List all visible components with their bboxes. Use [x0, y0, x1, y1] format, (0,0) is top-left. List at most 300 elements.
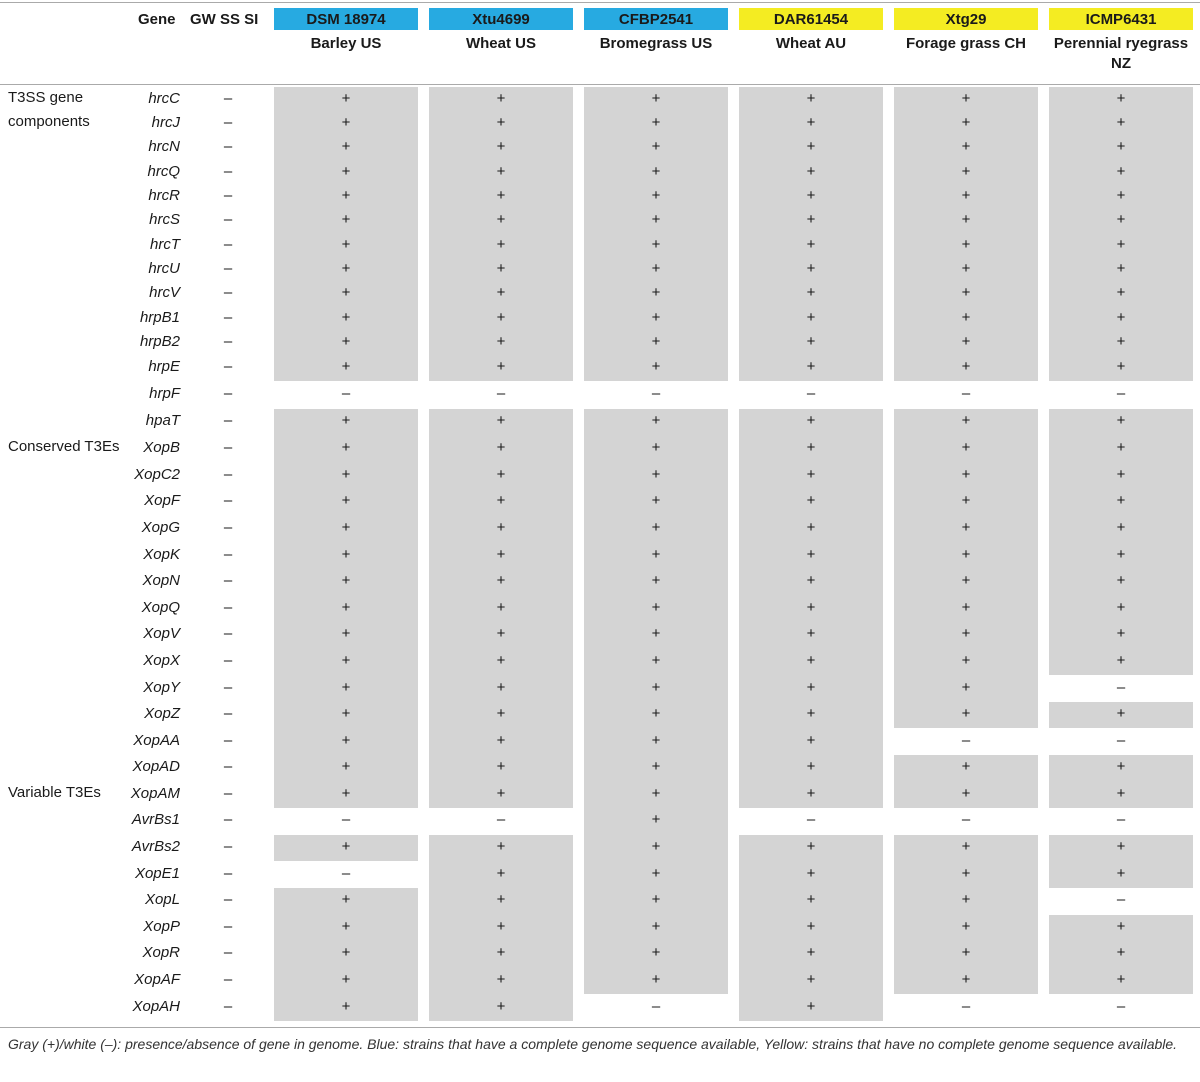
presence-cell: + — [1116, 114, 1126, 131]
gene-name: hrpF — [149, 385, 180, 402]
presence-cell: + — [651, 309, 661, 326]
presence-cell: + — [496, 187, 506, 204]
gwsssi-value: – — [223, 439, 233, 456]
presence-cell: + — [1116, 865, 1126, 882]
presence-cell: + — [651, 838, 661, 855]
presence-cell: + — [1116, 260, 1126, 277]
strain-host: Wheat US — [465, 35, 536, 52]
gwsssi-value: – — [223, 971, 233, 988]
presence-cell: + — [806, 891, 816, 908]
absence-cell: – — [341, 865, 351, 882]
strain-name: ICMP6431 — [1049, 8, 1193, 30]
presence-cell: + — [651, 891, 661, 908]
presence-cell: + — [496, 211, 506, 228]
presence-cell: + — [341, 918, 351, 935]
presence-cell: + — [1116, 439, 1126, 456]
gwsssi-value: – — [223, 260, 233, 277]
presence-cell: + — [1116, 652, 1126, 669]
presence-cell: + — [1116, 971, 1126, 988]
presence-cell: + — [651, 187, 661, 204]
presence-cell: + — [806, 918, 816, 935]
presence-cell: + — [1116, 466, 1126, 483]
presence-cell: + — [1116, 211, 1126, 228]
presence-cell: + — [651, 519, 661, 536]
presence-cell: + — [1116, 284, 1126, 301]
presence-cell: + — [341, 284, 351, 301]
presence-cell: + — [496, 114, 506, 131]
presence-cell: + — [806, 333, 816, 350]
presence-cell: + — [961, 865, 971, 882]
presence-cell: + — [806, 944, 816, 961]
presence-cell: + — [341, 758, 351, 775]
gene-name: hrpB2 — [139, 333, 180, 350]
presence-cell: + — [961, 187, 971, 204]
presence-cell: + — [1116, 163, 1126, 180]
strain-host: Forage grass CH — [905, 35, 1027, 52]
gene-name: hpaT — [145, 412, 180, 429]
presence-cell: + — [496, 758, 506, 775]
presence-cell: + — [651, 163, 661, 180]
gwsssi-value: – — [223, 865, 233, 882]
presence-cell: + — [341, 358, 351, 375]
gene-name: XopAM — [130, 785, 180, 802]
presence-cell: + — [496, 260, 506, 277]
presence-cell: + — [1116, 599, 1126, 616]
top-rule — [0, 2, 1200, 3]
presence-cell: + — [961, 891, 971, 908]
presence-cell: + — [496, 599, 506, 616]
gene-name: XopG — [141, 519, 180, 536]
gene-name: hrpB1 — [139, 309, 180, 326]
presence-cell: + — [496, 138, 506, 155]
absence-cell: – — [496, 811, 506, 828]
presence-cell: + — [806, 284, 816, 301]
presence-cell: + — [496, 546, 506, 563]
presence-cell: + — [806, 187, 816, 204]
gwsssi-value: – — [223, 358, 233, 375]
gwsssi-value: – — [223, 284, 233, 301]
gene-name: hrcS — [149, 211, 180, 228]
absence-cell: – — [961, 732, 971, 749]
gwsssi-value: – — [223, 138, 233, 155]
presence-cell: + — [961, 260, 971, 277]
presence-cell: + — [341, 546, 351, 563]
presence-cell: + — [806, 492, 816, 509]
gene-name: XopC2 — [134, 466, 180, 483]
absence-cell: – — [1116, 891, 1126, 908]
presence-cell: + — [1116, 918, 1126, 935]
presence-cell: + — [806, 90, 816, 107]
gene-name: XopB — [143, 439, 180, 456]
presence-cell: + — [496, 785, 506, 802]
gene-name: XopP — [143, 918, 180, 935]
presence-cell: + — [496, 492, 506, 509]
gwsssi-value: – — [223, 705, 233, 722]
presence-cell: + — [806, 572, 816, 589]
presence-cell: + — [496, 891, 506, 908]
presence-cell: + — [961, 90, 971, 107]
absence-cell: – — [1116, 998, 1126, 1015]
presence-cell: + — [496, 333, 506, 350]
presence-cell: + — [806, 546, 816, 563]
gene-name: AvrBs2 — [131, 838, 180, 855]
presence-cell: + — [961, 838, 971, 855]
presence-cell: + — [961, 599, 971, 616]
presence-cell: + — [961, 309, 971, 326]
presence-cell: + — [1116, 758, 1126, 775]
category-label: Conserved T3Es — [8, 438, 120, 455]
gwsssi-value: – — [223, 187, 233, 204]
presence-cell: + — [496, 284, 506, 301]
presence-cell: + — [341, 785, 351, 802]
presence-cell: + — [961, 918, 971, 935]
presence-cell: + — [651, 358, 661, 375]
presence-cell: + — [651, 546, 661, 563]
strain-name: Xtg29 — [894, 8, 1038, 30]
gwsssi-value: – — [223, 519, 233, 536]
gene-name: XopY — [143, 679, 180, 696]
presence-cell: + — [806, 998, 816, 1015]
presence-cell: + — [496, 918, 506, 935]
presence-cell: + — [806, 163, 816, 180]
presence-cell: + — [496, 705, 506, 722]
presence-cell: + — [341, 679, 351, 696]
gwsssi-value: – — [223, 625, 233, 642]
presence-cell: + — [341, 236, 351, 253]
gene-name: XopV — [143, 625, 180, 642]
absence-cell: – — [496, 385, 506, 402]
presence-cell: + — [806, 732, 816, 749]
presence-cell: + — [1116, 625, 1126, 642]
gwsssi-value: – — [223, 944, 233, 961]
gwsssi-value: – — [223, 652, 233, 669]
category-label: Variable T3Es — [8, 784, 101, 801]
gene-name: XopK — [143, 546, 180, 563]
presence-cell: + — [651, 114, 661, 131]
presence-cell: + — [496, 309, 506, 326]
gwsssi-value: – — [223, 732, 233, 749]
presence-cell: + — [806, 211, 816, 228]
presence-cell: + — [496, 358, 506, 375]
gene-name: XopQ — [141, 599, 180, 616]
absence-cell: – — [651, 385, 661, 402]
presence-cell: + — [651, 466, 661, 483]
gwsssi-value: – — [223, 114, 233, 131]
gene-name: hrcJ — [151, 114, 180, 131]
gene-name: hrcQ — [147, 163, 180, 180]
presence-cell: + — [341, 412, 351, 429]
presence-cell: + — [961, 546, 971, 563]
footer-rule — [0, 1027, 1200, 1028]
presence-cell: + — [961, 358, 971, 375]
gene-name: XopAF — [134, 971, 180, 988]
absence-cell: – — [806, 385, 816, 402]
presence-cell: + — [651, 138, 661, 155]
presence-cell: + — [496, 90, 506, 107]
strain-host: Bromegrass US — [599, 35, 713, 52]
absence-cell: – — [961, 811, 971, 828]
presence-cell: + — [651, 732, 661, 749]
presence-cell: + — [341, 90, 351, 107]
presence-cell: + — [961, 971, 971, 988]
presence-cell: + — [496, 572, 506, 589]
absence-cell: – — [1116, 732, 1126, 749]
gwsssi-value: – — [223, 599, 233, 616]
strain-host: Perennial ryegrass NZ — [1053, 35, 1189, 72]
presence-cell: + — [341, 114, 351, 131]
gene-name: XopAA — [133, 732, 180, 749]
presence-cell: + — [651, 758, 661, 775]
presence-cell: + — [1116, 572, 1126, 589]
presence-cell: + — [341, 652, 351, 669]
presence-cell: + — [1116, 838, 1126, 855]
gene-name: XopN — [142, 572, 180, 589]
presence-cell: + — [961, 211, 971, 228]
presence-cell: + — [961, 944, 971, 961]
presence-cell: + — [496, 998, 506, 1015]
presence-cell: + — [1116, 412, 1126, 429]
presence-cell: + — [496, 466, 506, 483]
category-label: T3SS gene components — [8, 89, 90, 130]
presence-cell: + — [651, 211, 661, 228]
gene-name: XopZ — [144, 705, 180, 722]
presence-cell: + — [651, 333, 661, 350]
gwsssi-value: – — [223, 679, 233, 696]
presence-cell: + — [961, 519, 971, 536]
absence-cell: – — [961, 385, 971, 402]
presence-cell: + — [496, 865, 506, 882]
gwsssi-value: – — [223, 811, 233, 828]
presence-cell: + — [651, 260, 661, 277]
presence-cell: + — [961, 705, 971, 722]
presence-cell: + — [341, 211, 351, 228]
presence-cell: + — [341, 732, 351, 749]
presence-cell: + — [341, 187, 351, 204]
presence-cell: + — [651, 572, 661, 589]
presence-cell: + — [341, 705, 351, 722]
gene-name: XopF — [144, 492, 180, 509]
presence-cell: + — [806, 138, 816, 155]
strain-name: CFBP2541 — [584, 8, 728, 30]
presence-cell: + — [961, 138, 971, 155]
presence-cell: + — [1116, 333, 1126, 350]
presence-cell: + — [961, 492, 971, 509]
presence-cell: + — [806, 838, 816, 855]
presence-cell: + — [1116, 944, 1126, 961]
gene-column-header: Gene — [138, 11, 176, 28]
gene-name: hrcR — [148, 187, 180, 204]
presence-cell: + — [1116, 785, 1126, 802]
gene-name: XopR — [142, 944, 180, 961]
presence-cell: + — [651, 679, 661, 696]
gene-name: XopL — [144, 891, 180, 908]
presence-cell: + — [651, 90, 661, 107]
gwsssi-value: – — [223, 891, 233, 908]
gene-name: AvrBs1 — [131, 811, 180, 828]
absence-cell: – — [341, 811, 351, 828]
presence-cell: + — [651, 971, 661, 988]
presence-cell: + — [651, 625, 661, 642]
presence-cell: + — [806, 652, 816, 669]
gene-name: hrcU — [148, 260, 180, 277]
presence-cell: + — [806, 358, 816, 375]
presence-cell: + — [1116, 705, 1126, 722]
gene-name: hrcN — [148, 138, 180, 155]
presence-cell: + — [806, 971, 816, 988]
presence-cell: + — [496, 838, 506, 855]
absence-cell: – — [341, 385, 351, 402]
presence-cell: + — [961, 679, 971, 696]
gwsssi-value: – — [223, 572, 233, 589]
gwsssi-value: – — [223, 785, 233, 802]
gwsssi-value: – — [223, 309, 233, 326]
presence-cell: + — [496, 732, 506, 749]
presence-cell: + — [496, 236, 506, 253]
presence-cell: + — [1116, 519, 1126, 536]
presence-cell: + — [806, 625, 816, 642]
presence-cell: + — [651, 236, 661, 253]
presence-cell: + — [961, 785, 971, 802]
presence-cell: + — [806, 236, 816, 253]
presence-cell: + — [651, 599, 661, 616]
gene-name: hrcT — [150, 236, 180, 253]
header-rule — [0, 84, 1200, 85]
presence-cell: + — [961, 652, 971, 669]
presence-cell: + — [1116, 90, 1126, 107]
presence-cell: + — [651, 785, 661, 802]
gwsssi-value: – — [223, 90, 233, 107]
presence-cell: + — [961, 625, 971, 642]
presence-cell: + — [496, 944, 506, 961]
presence-cell: + — [341, 466, 351, 483]
presence-cell: + — [1116, 546, 1126, 563]
presence-cell: + — [806, 785, 816, 802]
presence-cell: + — [1116, 138, 1126, 155]
presence-cell: + — [341, 163, 351, 180]
absence-cell: – — [1116, 811, 1126, 828]
presence-cell: + — [1116, 492, 1126, 509]
presence-cell: + — [341, 333, 351, 350]
presence-cell: + — [806, 309, 816, 326]
presence-cell: + — [341, 519, 351, 536]
strain-name: Xtu4699 — [429, 8, 573, 30]
presence-cell: + — [651, 865, 661, 882]
gwsssi-value: – — [223, 758, 233, 775]
presence-cell: + — [961, 439, 971, 456]
gwsssi-value: – — [223, 211, 233, 228]
gwsssi-value: – — [223, 918, 233, 935]
presence-cell: + — [961, 572, 971, 589]
presence-cell: + — [651, 284, 661, 301]
presence-cell: + — [496, 163, 506, 180]
presence-cell: + — [1116, 187, 1126, 204]
strain-name: DAR61454 — [739, 8, 883, 30]
gwsssi-value: – — [223, 385, 233, 402]
presence-cell: + — [341, 138, 351, 155]
presence-cell: + — [341, 891, 351, 908]
presence-cell: + — [806, 705, 816, 722]
presence-cell: + — [1116, 309, 1126, 326]
presence-cell: + — [806, 260, 816, 277]
gene-name: hrcC — [148, 90, 180, 107]
gwsssi-value: – — [223, 163, 233, 180]
presence-cell: + — [341, 838, 351, 855]
presence-cell: + — [341, 944, 351, 961]
presence-cell: + — [496, 519, 506, 536]
presence-cell: + — [961, 333, 971, 350]
absence-cell: – — [1116, 679, 1126, 696]
presence-cell: + — [806, 439, 816, 456]
presence-cell: + — [341, 572, 351, 589]
presence-cell: + — [651, 412, 661, 429]
presence-cell: + — [341, 971, 351, 988]
gene-name: hrpE — [148, 358, 180, 375]
presence-cell: + — [341, 998, 351, 1015]
table-footnote: Gray (+)/white (–): presence/absence of gene in genome. Blue: strains that have a complete genome sequence available, Yellow: strains that have no complete genome sequence available. — [8, 1036, 1178, 1052]
presence-cell: + — [651, 944, 661, 961]
presence-cell: + — [961, 466, 971, 483]
gwsssi-value: – — [223, 492, 233, 509]
presence-cell: + — [961, 412, 971, 429]
absence-cell: – — [961, 998, 971, 1015]
gwsssi-value: – — [223, 333, 233, 350]
presence-cell: + — [1116, 236, 1126, 253]
presence-cell: + — [496, 625, 506, 642]
gene-name: XopE1 — [134, 865, 180, 882]
presence-cell: + — [496, 652, 506, 669]
presence-cell: + — [341, 625, 351, 642]
presence-cell: + — [961, 284, 971, 301]
gene-name: hrcV — [149, 284, 180, 301]
presence-cell: + — [651, 811, 661, 828]
presence-cell: + — [341, 260, 351, 277]
gwsssi-value: – — [223, 412, 233, 429]
strain-host: Barley US — [310, 35, 382, 52]
presence-cell: + — [341, 492, 351, 509]
presence-cell: + — [496, 439, 506, 456]
presence-cell: + — [651, 492, 661, 509]
gene-name: XopAD — [132, 758, 180, 775]
strain-host: Wheat AU — [775, 35, 847, 52]
presence-cell: + — [1116, 358, 1126, 375]
absence-cell: – — [651, 998, 661, 1015]
presence-cell: + — [961, 114, 971, 131]
gwsssi-value: – — [223, 546, 233, 563]
absence-cell: – — [806, 811, 816, 828]
presence-cell: + — [651, 705, 661, 722]
presence-cell: + — [806, 599, 816, 616]
gwsssi-value: – — [223, 998, 233, 1015]
presence-cell: + — [341, 309, 351, 326]
strain-name: DSM 18974 — [274, 8, 418, 30]
presence-cell: + — [806, 758, 816, 775]
gwsssi-value: – — [223, 838, 233, 855]
presence-cell: + — [496, 971, 506, 988]
presence-cell: + — [961, 758, 971, 775]
presence-cell: + — [806, 865, 816, 882]
presence-cell: + — [806, 679, 816, 696]
presence-cell: + — [806, 466, 816, 483]
presence-cell: + — [651, 652, 661, 669]
presence-cell: + — [341, 439, 351, 456]
gwsssi-value: – — [223, 236, 233, 253]
presence-cell: + — [651, 918, 661, 935]
presence-cell: + — [341, 599, 351, 616]
presence-cell: + — [961, 163, 971, 180]
presence-cell: + — [806, 114, 816, 131]
gwsssi-value: – — [223, 466, 233, 483]
presence-cell: + — [496, 412, 506, 429]
